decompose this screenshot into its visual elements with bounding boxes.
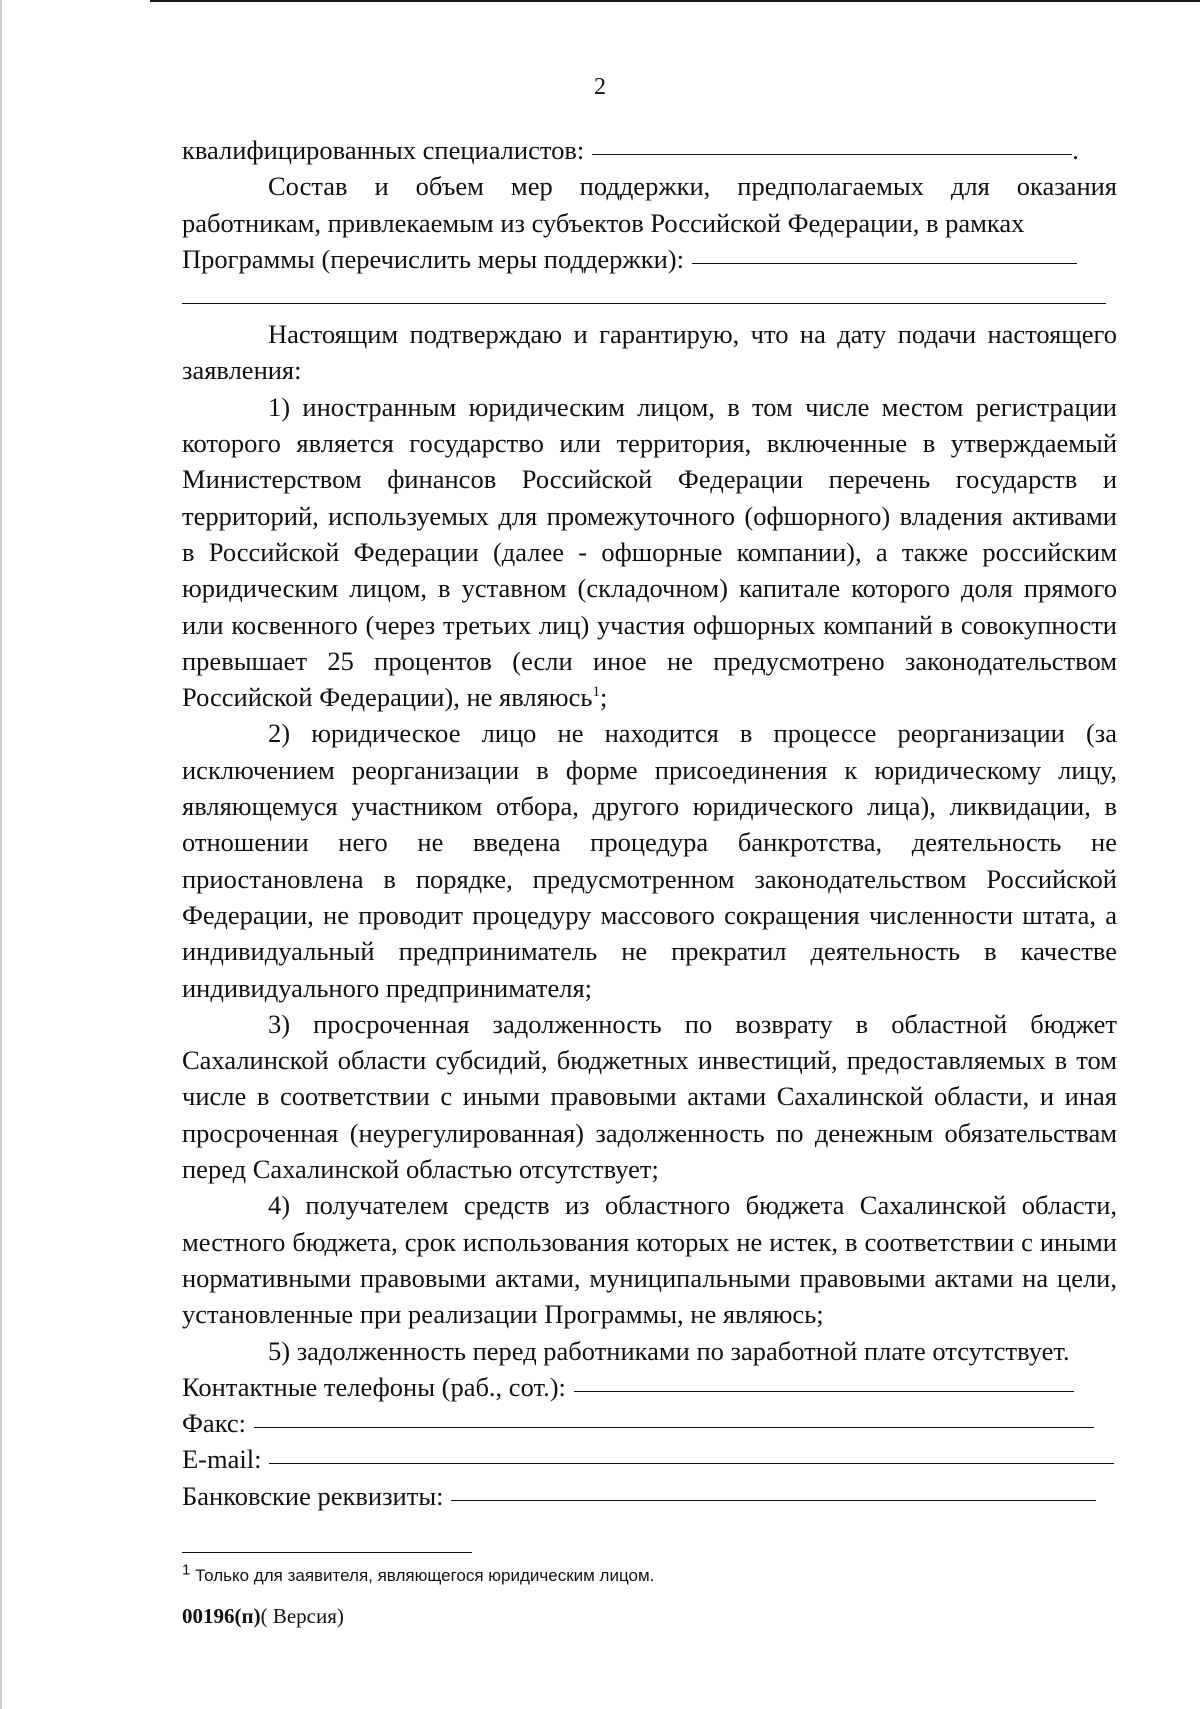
email-row	[182, 1441, 1117, 1477]
contact-phones-field[interactable]	[574, 1391, 1074, 1392]
footnote-mark: 1	[182, 1561, 191, 1579]
email-field[interactable]	[269, 1463, 1114, 1464]
confirmation-item-2: 2) юридическое лицо не находится в процессе реорганизации (за исключением реорганизации в форме присоединения к юридическому лицу, являющемуся участником отбора, другого юридического лица), ликвидации, в отношении него не введена процедура банкротства, деятельность не приостановлена в порядке, предусмотренном законодательством Российской Федерации, не проводит процедуру массового сокращения численности штата, а индивидуальный предприниматель не прекратил деятельность в качестве индивидуального предпринимателя;	[182, 718, 1117, 1003]
bank-details-field[interactable]	[451, 1500, 1096, 1501]
confirmation-item-3: 3) просроченная задолженность по возврату в областной бюджет Сахалинской области субсидий, бюджетных инвестиций, предоставляемых в том числе в соответствии с иными правовыми актами Сахалинской области, и иная просроченная (неурегулированная) задолженность по денежным обязательствам перед Сахалинской областью отсутствует;	[182, 1008, 1117, 1185]
page-number: 2	[594, 74, 606, 100]
document-version	[182, 1604, 344, 1629]
fax-field[interactable]	[254, 1427, 1094, 1428]
footnote-separator	[182, 1552, 472, 1553]
confirmation-item-1	[182, 389, 1117, 716]
support-measures-text: Состав и объем мер поддержки, предполагаемых для оказания работникам, привлекаемым из субъектов Российской Федерации, в рамках	[182, 171, 1117, 238]
confirmation-item-1-end: ;	[599, 682, 608, 713]
footnote	[182, 1561, 655, 1586]
qualified-specialists-label: квалифицированных специалистов:	[182, 135, 585, 165]
qualified-specialists-row	[182, 132, 1117, 168]
support-measures-field[interactable]	[692, 263, 1077, 264]
contact-phones-label: Контактные телефоны (раб., сот.):	[182, 1371, 566, 1402]
qualified-specialists-field[interactable]	[592, 154, 1072, 155]
contact-phones-row	[182, 1369, 1117, 1405]
bank-details-row	[182, 1478, 1117, 1514]
confirmation-intro: Настоящим подтверждаю и гарантирую, что на дату подачи настоящего заявления:	[182, 319, 1117, 386]
footnote-text: Только для заявителя, являющегося юридическим лицом.	[195, 1566, 655, 1585]
support-measures-label: Программы (перечислить меры поддержки):	[182, 243, 684, 274]
version-code: 00196(п)	[182, 1604, 261, 1628]
fax-row	[182, 1405, 1117, 1441]
footnote-reference: 1	[592, 684, 600, 701]
bank-details-label: Банковские реквизиты:	[182, 1480, 444, 1511]
qualified-specialists-end: .	[1072, 135, 1079, 165]
confirmation-item-4: 4) получателем средств из областного бюджета Сахалинской области, местного бюджета, срок использования которых не истек, в соответствии с иными нормативными правовыми актами, муниципальными правовыми актами на цели, установленные при реализации Программы, не являюсь;	[182, 1190, 1117, 1330]
confirmation-item-1-text: 1) иностранным юридическим лицом, в том числе местом регистрации которого является государство или территория, включенные в утверждаемый Министерством финансов Российской Федерации перечень государств и территорий, используемых для промежуточного (офшорного) владения активами в Российской Федерации (далее - офшорные компании), а также российским юридическим лицом, в уставном (складочном) капитале которого доля прямого или косвенного (через третьих лиц) участия офшорных компаний в совокупности превышает 25 процентов (если иное не предусмотрено законодательством Российской Федерации), не являюсь	[182, 391, 1117, 713]
scan-edge-left	[0, 0, 2, 1709]
support-measures-row	[182, 241, 1117, 277]
scan-edge-top	[150, 0, 1200, 2]
fax-label: Факс:	[182, 1408, 247, 1439]
version-label: ( Версия)	[260, 1604, 344, 1628]
document-body	[182, 132, 1117, 1514]
confirmation-item-5: 5) задолженность перед работниками по заработной плате отсутствует.	[268, 1335, 1070, 1366]
email-label: E-mail:	[182, 1444, 262, 1475]
support-measures-field-continued[interactable]	[182, 277, 1106, 304]
